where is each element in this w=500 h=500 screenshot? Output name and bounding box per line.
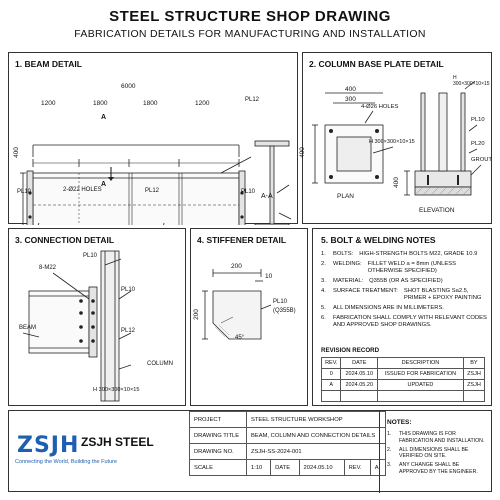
elev-section-label: H 300×300×10×15 [453,75,490,87]
elevation-label: ELEVATION [419,207,455,214]
bolt-note-item: 6. FABRICATION SHALL COMPLY WITH RELEVANT CODES AND APPROVED SHOP DRAWINGS. [321,314,487,328]
beam-detail-panel [8,52,298,224]
elev-pl10-label: PL10 [471,117,485,123]
bolt-notes-panel [312,228,492,406]
conn-pl12-label: PL12 [121,328,136,334]
bolt-note-item: 2. WELDING: FILLET WELD a = 8mm (UNLESS OTHERWISE SPECIFIED) [321,260,456,275]
plan-label: PLAN [337,193,354,200]
beam-pl10-left-label: PL10 [17,189,32,195]
table-row [322,391,485,402]
beam-pl10-right-label: PL10 [241,189,256,195]
beam-dim-3: 1800 [143,100,158,107]
section-mark-bottom: A [101,181,107,188]
bolt-notes-title: 5. BOLT & WELDING NOTES [321,235,436,245]
rev-header: DESCRIPTION [378,358,464,369]
stiffener-panel [190,228,308,406]
beam-pl12-top-label: PL12 [245,97,260,103]
stiffener-width-dim: 200 [231,263,242,270]
notes-title: NOTES: [387,419,412,426]
elev-height-dim: 400 [392,177,400,188]
stiffener-material-label: (Q355B) [273,308,296,314]
conn-bolts-label: 8-M22 [39,265,57,271]
logo-tagline: Connecting the World, Building the Future [15,459,118,465]
conn-column-label: COLUMN [147,361,174,367]
note-item: 2. ALL DIMENSIONS SHALL BE VERIFIED ON SITE. [387,446,469,460]
section-aa-label: A-A [261,193,273,200]
beam-dim-1: 1200 [41,100,56,107]
column-base-panel [298,52,492,224]
conn-pl10-mid-label: PL10 [121,287,136,293]
beam-dim-2: 1800 [93,100,108,107]
base-height-dim: 400 [298,147,306,158]
beam-holes-label: 2-Ø22 HOLES [63,187,102,193]
stiffener-plate-label: PL10 [273,299,288,305]
revision-table [321,357,485,402]
title-block [8,410,492,492]
base-inner-dim: 300 [345,96,356,103]
title-block-table: PROJECT STEEL STRUCTURE WORKSHOP DRAWING TITLE BEAM, COLUMN AND CONNECTION DETAILS DRAWING NO. ZSJH-SS-2024-001 SCALE 1:10 DATE 2024.05.10 REV. A [189,411,386,476]
note-item: 3. ANY CHANGE SHALL BE APPROVED BY THE ENGINEER. [387,462,478,475]
column-base-title: 2. COLUMN BASE PLATE DETAIL [309,59,444,69]
drawing-subtitle: FABRICATION DETAILS FOR MANUFACTURING AND INSTALLATION [74,28,426,40]
beam-dim-4: 1200 [195,100,210,107]
bolt-note-item: 1. BOLTS: HIGH-STRENGTH BOLTS M22, GRADE 10.9 [321,251,478,257]
revision-record-title: REVISION RECORD [321,347,380,354]
beam-detail-title: 1. BEAM DETAIL [15,59,82,69]
note-item: 1. THIS DRAWING IS FOR FABRICATION AND INSTALLATION. [387,431,485,444]
stiffener-title: 4. STIFFENER DETAIL [197,235,287,245]
section-mark-top: A [101,114,107,121]
rev-header: BY [463,358,484,369]
stiffener-height-dim: 200 [192,309,200,320]
drawing-title: STEEL STRUCTURE SHOP DRAWING [109,8,391,25]
logo-mark: ZSJH [17,433,80,458]
bolt-notes-list [321,251,487,332]
table-row: A 2024.05.20 UPDATED ZSJH [322,380,485,391]
rev-header: DATE [341,358,378,369]
table-row: 0 2024.05.10 ISSUED FOR FABRICATION ZSJH [322,369,485,380]
connection-title: 3. CONNECTION DETAIL [15,235,115,245]
notes-list [387,431,487,478]
base-outer-dim: 400 [345,86,356,93]
base-holes-label: 4-Ø26 HOLES [361,104,399,110]
bolt-note-item: 3. MATERIAL: Q355B (OR AS SPECIFIED) [321,277,443,284]
connection-panel [8,228,186,406]
beam-height-dim: 400 [12,147,20,158]
stiffener-angle-label: 45° [235,335,245,341]
connection-drawing [9,229,187,407]
conn-beam-label: BEAM [19,325,37,331]
bolt-note-item: 4. SURFACE TREATMENT: SHOT BLASTING Sa2.5, PRIMER + EPOXY PAINTING [321,287,482,301]
elev-grout-label: GROUT [471,157,492,163]
stiffener-thick-dim: 10 [265,273,273,280]
bolt-note-item: 5. ALL DIMENSIONS ARE IN MILLIMETERS. [321,304,444,311]
elev-pl20-label: PL20 [471,141,485,147]
beam-detail-drawing [9,53,299,225]
beam-pl12-mid-label: PL12 [145,188,160,194]
conn-section-label: H 300×300×10×15 [93,387,140,393]
base-section-label: H 300×300×10×15 [369,139,415,145]
rev-header: REV. [322,358,341,369]
logo-name: ZSJH STEEL [81,435,154,449]
stiffener-drawing [191,229,309,407]
beam-total-dim: 6000 [121,83,136,90]
conn-pl10-top-label: PL10 [83,253,98,259]
